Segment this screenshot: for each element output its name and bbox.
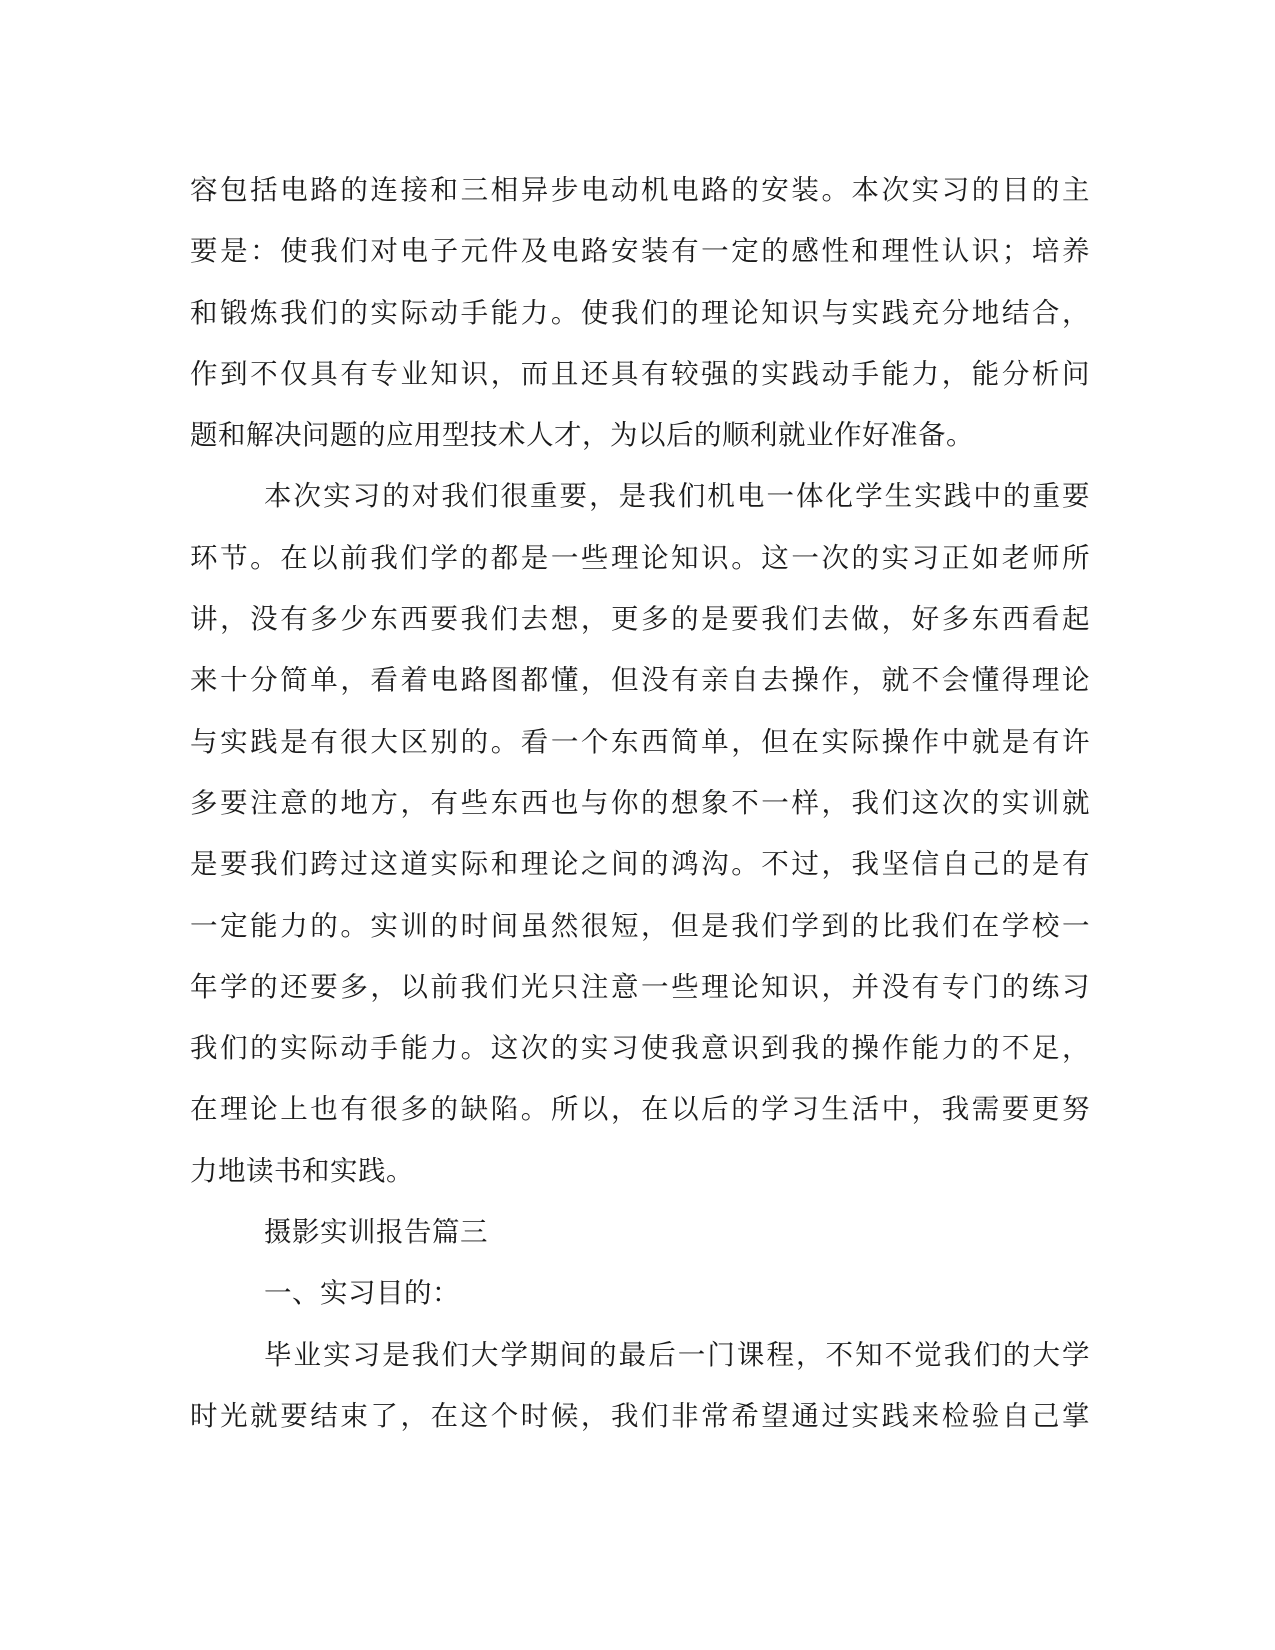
- text-line: 摄影实训报告篇三: [264, 1216, 488, 1249]
- text-line: 一定能力的。实训的时间虽然很短，但是我们学到的比我们在学校一: [190, 909, 1090, 942]
- text-line: 一、实习目的：: [264, 1277, 460, 1310]
- text-line: 毕业实习是我们大学期间的最后一门课程，不知不觉我们的大学: [264, 1338, 1090, 1371]
- text-line: 是要我们跨过这道实际和理论之间的鸿沟。不过，我坚信自己的是有: [190, 848, 1090, 881]
- text-line: 容包括电路的连接和三相异步电动机电路的安装。本次实习的目的主: [190, 174, 1090, 206]
- text-line: 来十分简单，看着电路图都懂，但没有亲自去操作，就不会懂得理论: [190, 664, 1090, 697]
- text-line: 力地读书和实践。: [190, 1154, 414, 1187]
- text-line: 本次实习的对我们很重要，是我们机电一体化学生实践中的重要: [264, 480, 1090, 513]
- text-line: 时光就要结束了，在这个时候，我们非常希望通过实践来检验自己掌: [190, 1399, 1090, 1432]
- text-line: 年学的还要多，以前我们光只注意一些理论知识，并没有专门的练习: [190, 970, 1090, 1003]
- text-line: 环节。在以前我们学的都是一些理论知识。这一次的实习正如老师所: [190, 541, 1090, 574]
- text-line: 要是：使我们对电子元件及电路安装有一定的感性和理性认识；培养: [190, 235, 1090, 268]
- text-line: 作到不仅具有专业知识，而且还具有较强的实践动手能力，能分析问: [190, 357, 1090, 390]
- document-body: [190, 160, 1090, 1447]
- text-line: 题和解决问题的应用型技术人才，为以后的顺利就业作好准备。: [190, 419, 974, 452]
- text-line: 讲，没有多少东西要我们去想，更多的是要我们去做，好多东西看起: [190, 603, 1090, 636]
- text-line: 我们的实际动手能力。这次的实习使我意识到我的操作能力的不足，: [190, 1032, 1090, 1065]
- text-line: 多要注意的地方，有些东西也与你的想象不一样，我们这次的实训就: [190, 786, 1090, 819]
- text-line: 与实践是有很大区别的。看一个东西简单，但在实际操作中就是有许: [190, 725, 1090, 758]
- text-line: 和锻炼我们的实际动手能力。使我们的理论知识与实践充分地结合，: [190, 296, 1090, 329]
- text-line: 在理论上也有很多的缺陷。所以，在以后的学习生活中，我需要更努: [190, 1093, 1090, 1126]
